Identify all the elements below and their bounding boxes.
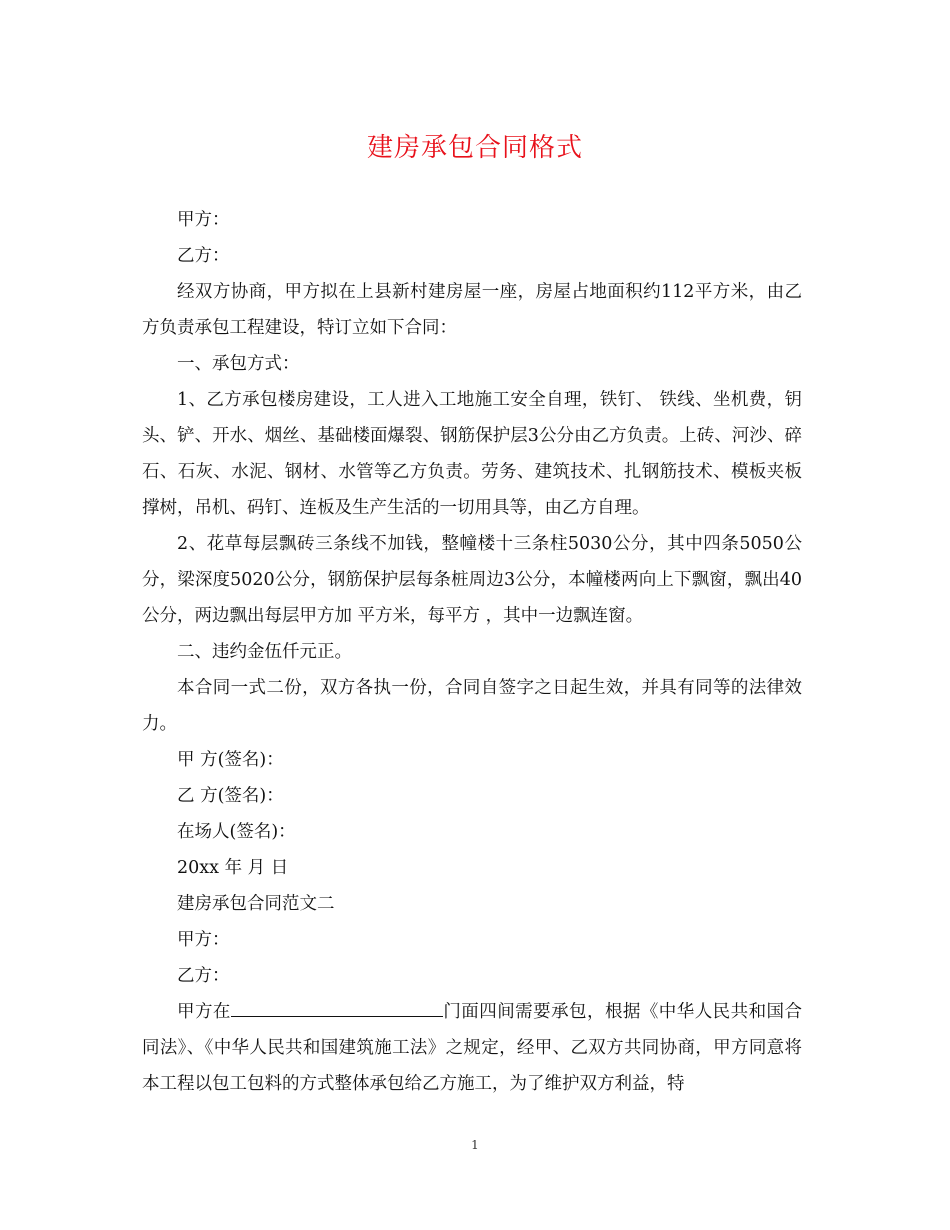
paragraph-party-a-2: 甲方： [177, 930, 230, 950]
paragraph-intro: 经双方协商，甲方拟在上县新村建房屋一座，房屋占地面积约112平方米，由乙方负责承包工程建设，特订立如下合同： [142, 282, 802, 338]
paragraph-party-a: 甲方： [177, 210, 230, 230]
sample-two-heading: 建房承包合同范文二 [177, 894, 335, 914]
paragraph-clause-2: 2、花草每层飘砖三条线不加钱，整幢楼十三条柱5030公分，其中四条5050公分，梁深度5020公分，钢筋保护层每条桩周边3公分，本幢楼两向上下飘窗，飘出40公分，两边飘出每层甲方加 平方米，每平方 ，其中一边飘连窗。 [142, 534, 802, 626]
document-title: 建房承包合同格式 [366, 133, 583, 163]
paragraph-party-b: 乙方： [177, 246, 230, 266]
storefront-text-before: 甲方在 [177, 1002, 231, 1022]
section-heading-penalty: 二、违约金伍仟元正。 [177, 642, 352, 662]
fill-in-blank [231, 998, 443, 1017]
signature-date: 20xx 年 月 日 [177, 858, 289, 878]
paragraph-storefront [142, 994, 802, 1102]
signature-party-b: 乙 方(签名)： [177, 786, 284, 806]
section-heading-contract-method: 一、承包方式： [177, 354, 300, 374]
page-number: 1 [471, 1138, 479, 1152]
paragraph-effect: 本合同一式二份，双方各执一份，合同自签字之日起生效，并具有同等的法律效力。 [142, 678, 802, 734]
paragraph-party-b-2: 乙方： [177, 966, 230, 986]
storefront-text-after: 门面四间需要承包，根据《中华人民共和国合同法》、《中华人民共和国建筑施工法》之规定，经甲、乙双方共同协商，甲方同意将本工程以包工包料的方式整体承包给乙方施工，为了维护双方利益，特 [142, 1002, 803, 1094]
paragraph-clause-1: 1、乙方承包楼房建设，工人进入工地施工安全自理，铁钉、 铁线、坐机费，钥头、铲、开水、烟丝、基础楼面爆裂、钢筋保护层3公分由乙方负责。上砖、河沙、碎石、石灰、水泥、钢材、水管等乙方负责。劳务、建筑技术、扎钢筋技术、模板夹板撑树，吊机、码钉、连板及生产生活的一切用具等，由乙方自理。 [142, 390, 802, 518]
signature-party-a: 甲 方(签名)： [177, 750, 284, 770]
document-body [142, 202, 802, 1102]
signature-witness: 在场人(签名)： [177, 822, 296, 842]
